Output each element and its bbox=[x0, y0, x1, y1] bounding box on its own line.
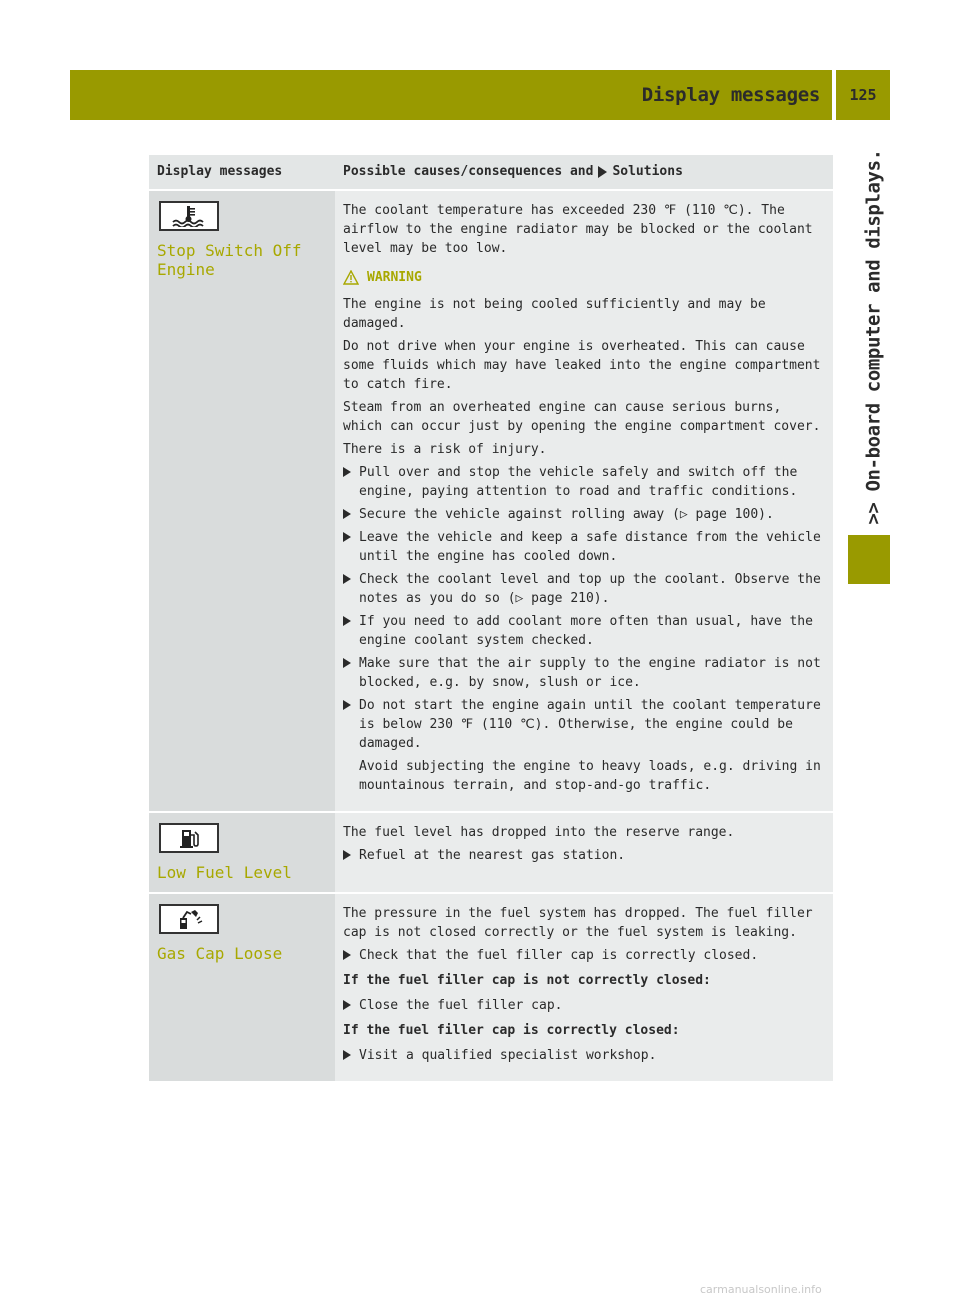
step-text: Make sure that the air supply to the engine radiator is not blocked, e.g. by snow, slush or ice. bbox=[359, 656, 821, 690]
warning-heading bbox=[343, 268, 825, 287]
side-tab bbox=[862, 142, 886, 532]
solution-cell bbox=[335, 191, 833, 811]
cause-text: The coolant temperature has exceeded 230 ℉ (110 ℃). The airflow to the engine radiator may be blocked or the coolant level may be too low. bbox=[343, 203, 813, 256]
warning-label: WARNING bbox=[367, 270, 422, 285]
step-arrow-icon bbox=[343, 1046, 359, 1065]
message-text: Stop Switch Off Engine bbox=[157, 241, 302, 279]
step-arrow-icon bbox=[343, 612, 359, 650]
solution-step bbox=[343, 946, 825, 965]
fuel-pump-icon bbox=[159, 823, 219, 853]
solution-cell bbox=[335, 813, 833, 892]
warning-text: Do not drive when your engine is overheated. This can cause some fluids which may have leaked into the engine compartment to catch fire. bbox=[343, 339, 821, 392]
message-text: Gas Cap Loose bbox=[157, 944, 283, 963]
solution-cell bbox=[335, 894, 833, 1081]
solution-step bbox=[343, 654, 825, 692]
message-text: Low Fuel Level bbox=[157, 863, 292, 882]
page-number: 125 bbox=[836, 70, 890, 120]
step-text: Close the fuel filler cap. bbox=[359, 998, 563, 1013]
watermark-text: carmanualsonline.info bbox=[700, 1283, 822, 1296]
column-header-messages: Display messages bbox=[157, 164, 283, 179]
table-row bbox=[149, 811, 833, 892]
step-text: Secure the vehicle against rolling away (▷ page 100). bbox=[359, 507, 774, 522]
message-cell bbox=[149, 894, 335, 1081]
step-arrow-icon bbox=[343, 846, 359, 865]
step-arrow-icon bbox=[598, 166, 607, 178]
solution-step bbox=[343, 505, 825, 524]
solution-step bbox=[343, 1046, 825, 1065]
warning-text: There is a risk of injury. bbox=[343, 442, 547, 457]
step-text: Visit a qualified specialist workshop. bbox=[359, 1048, 657, 1063]
table-row bbox=[149, 189, 833, 811]
display-messages-table bbox=[149, 155, 833, 1081]
solution-step bbox=[343, 846, 825, 865]
step-text: Refuel at the nearest gas station. bbox=[359, 848, 626, 863]
step-arrow-icon bbox=[343, 570, 359, 608]
condition-heading: If the fuel filler cap is correctly closed: bbox=[343, 1023, 680, 1038]
step-arrow-icon bbox=[343, 996, 359, 1015]
fuel-cap-icon bbox=[159, 904, 219, 934]
step-text: Do not start the engine again until the coolant temperature is below 230 ℉ (110 ℃). Otherwise, the engine could be damaged. bbox=[359, 698, 821, 751]
step-note: Avoid subjecting the engine to heavy loads, e.g. driving in mountainous terrain, and stop-and-go traffic. bbox=[359, 759, 821, 793]
step-arrow-icon bbox=[343, 696, 359, 753]
side-tab-marker bbox=[848, 535, 890, 584]
step-text: Check that the fuel filler cap is correctly closed. bbox=[359, 948, 759, 963]
column-header-causes bbox=[335, 155, 833, 189]
step-text: If you need to add coolant more often than usual, have the engine coolant system checked. bbox=[359, 614, 813, 648]
message-cell bbox=[149, 813, 335, 892]
warning-text: The engine is not being cooled sufficiently and may be damaged. bbox=[343, 297, 766, 331]
step-arrow-icon bbox=[343, 463, 359, 501]
cause-text: The pressure in the fuel system has dropped. The fuel filler cap is not closed correctly or the fuel system is leaking. bbox=[343, 906, 813, 940]
solution-step bbox=[343, 570, 825, 608]
header-bar bbox=[70, 70, 832, 120]
table-header bbox=[149, 155, 833, 189]
step-text: Leave the vehicle and keep a safe distance from the vehicle until the engine has cooled down. bbox=[359, 530, 821, 564]
section-title: Display messages bbox=[641, 84, 820, 106]
column-header-causes-label: Possible causes/consequences and bbox=[343, 164, 594, 179]
column-header-solutions-label: Solutions bbox=[612, 164, 683, 179]
step-arrow-icon bbox=[343, 528, 359, 566]
message-cell bbox=[149, 191, 335, 811]
coolant-temperature-icon bbox=[159, 201, 219, 231]
solution-step bbox=[343, 696, 825, 753]
cause-text: The fuel level has dropped into the reserve range. bbox=[343, 825, 735, 840]
warning-text: Steam from an overheated engine can cause serious burns, which can occur just by opening the engine compartment cover. bbox=[343, 400, 821, 434]
step-text: Check the coolant level and top up the coolant. Observe the notes as you do so (▷ page 210). bbox=[359, 572, 821, 606]
solution-step bbox=[343, 996, 825, 1015]
warning-triangle-icon bbox=[343, 270, 359, 285]
condition-heading: If the fuel filler cap is not correctly closed: bbox=[343, 973, 711, 988]
solution-step bbox=[343, 528, 825, 566]
table-row bbox=[149, 892, 833, 1081]
step-text: Pull over and stop the vehicle safely and switch off the engine, paying attention to road and traffic conditions. bbox=[359, 465, 798, 499]
side-tab-label: >> On-board computer and displays. bbox=[863, 149, 886, 525]
solution-step bbox=[343, 463, 825, 501]
step-arrow-icon bbox=[343, 946, 359, 965]
step-arrow-icon bbox=[343, 654, 359, 692]
step-arrow-icon bbox=[343, 505, 359, 524]
solution-step bbox=[343, 612, 825, 650]
